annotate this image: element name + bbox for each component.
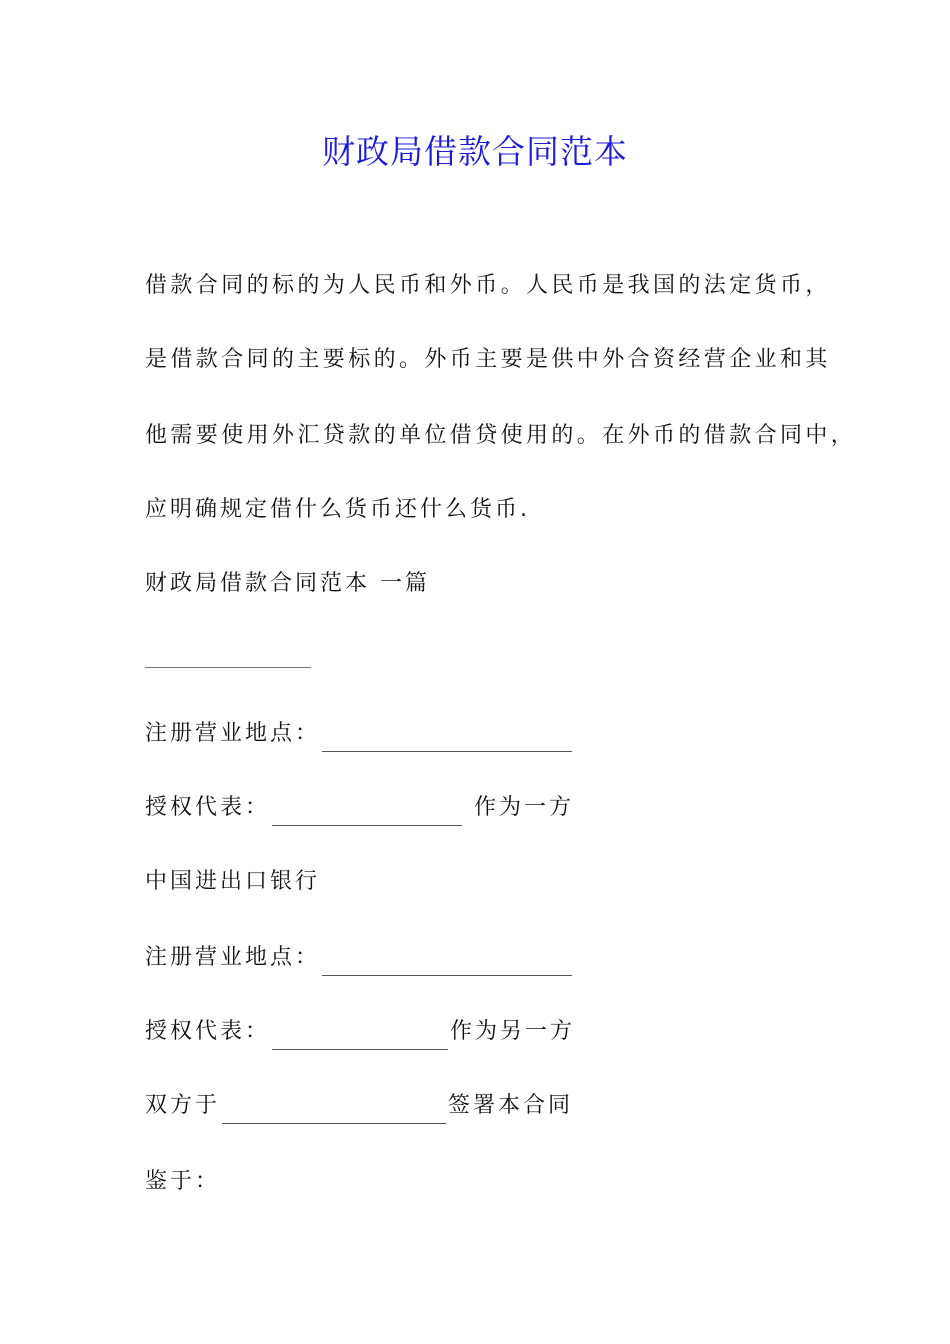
party-b-address-row [145, 940, 574, 976]
signing-row [145, 1088, 573, 1124]
party-a-address-row [145, 716, 574, 752]
intro-line-4: 应明确规定借什么货币还什么货币. [145, 497, 530, 522]
signing-suffix: 签署本合同 [448, 1093, 574, 1118]
party-b-role: 作为另一方 [450, 1019, 576, 1044]
party-a-rep-row [145, 790, 574, 826]
intro-line-3: 他需要使用外汇贷款的单位借贷使用的。在外币的借款合同中， [145, 423, 857, 448]
party-name-blank [145, 667, 311, 668]
document-title: 财政局借款合同范本 [322, 132, 628, 171]
party-a-rep-label: 授权代表： [145, 795, 271, 820]
party-a-address-blank [322, 725, 572, 752]
party-a-role: 作为一方 [464, 795, 575, 820]
party-b-rep-label: 授权代表： [145, 1019, 271, 1044]
section-heading: 财政局借款合同范本 一篇 [145, 571, 430, 596]
party-a-address-label: 注册营业地点： [145, 721, 321, 746]
intro-line-1: 借款合同的标的为人民币和外币。人民币是我国的法定货币， [145, 273, 831, 298]
party-b-rep-row [145, 1014, 575, 1050]
party-a-rep-blank [272, 799, 462, 826]
party-b-address-label: 注册营业地点： [145, 945, 321, 970]
whereas-heading: 鉴于： [145, 1169, 221, 1194]
signing-prefix: 双方于 [145, 1093, 221, 1118]
signing-date-blank [222, 1097, 446, 1124]
bank-name: 中国进出口银行 [145, 869, 321, 894]
intro-line-2: 是借款合同的主要标的。外币主要是供中外合资经营企业和其 [145, 347, 831, 372]
party-b-rep-blank [272, 1023, 448, 1050]
party-b-address-blank [322, 949, 572, 976]
